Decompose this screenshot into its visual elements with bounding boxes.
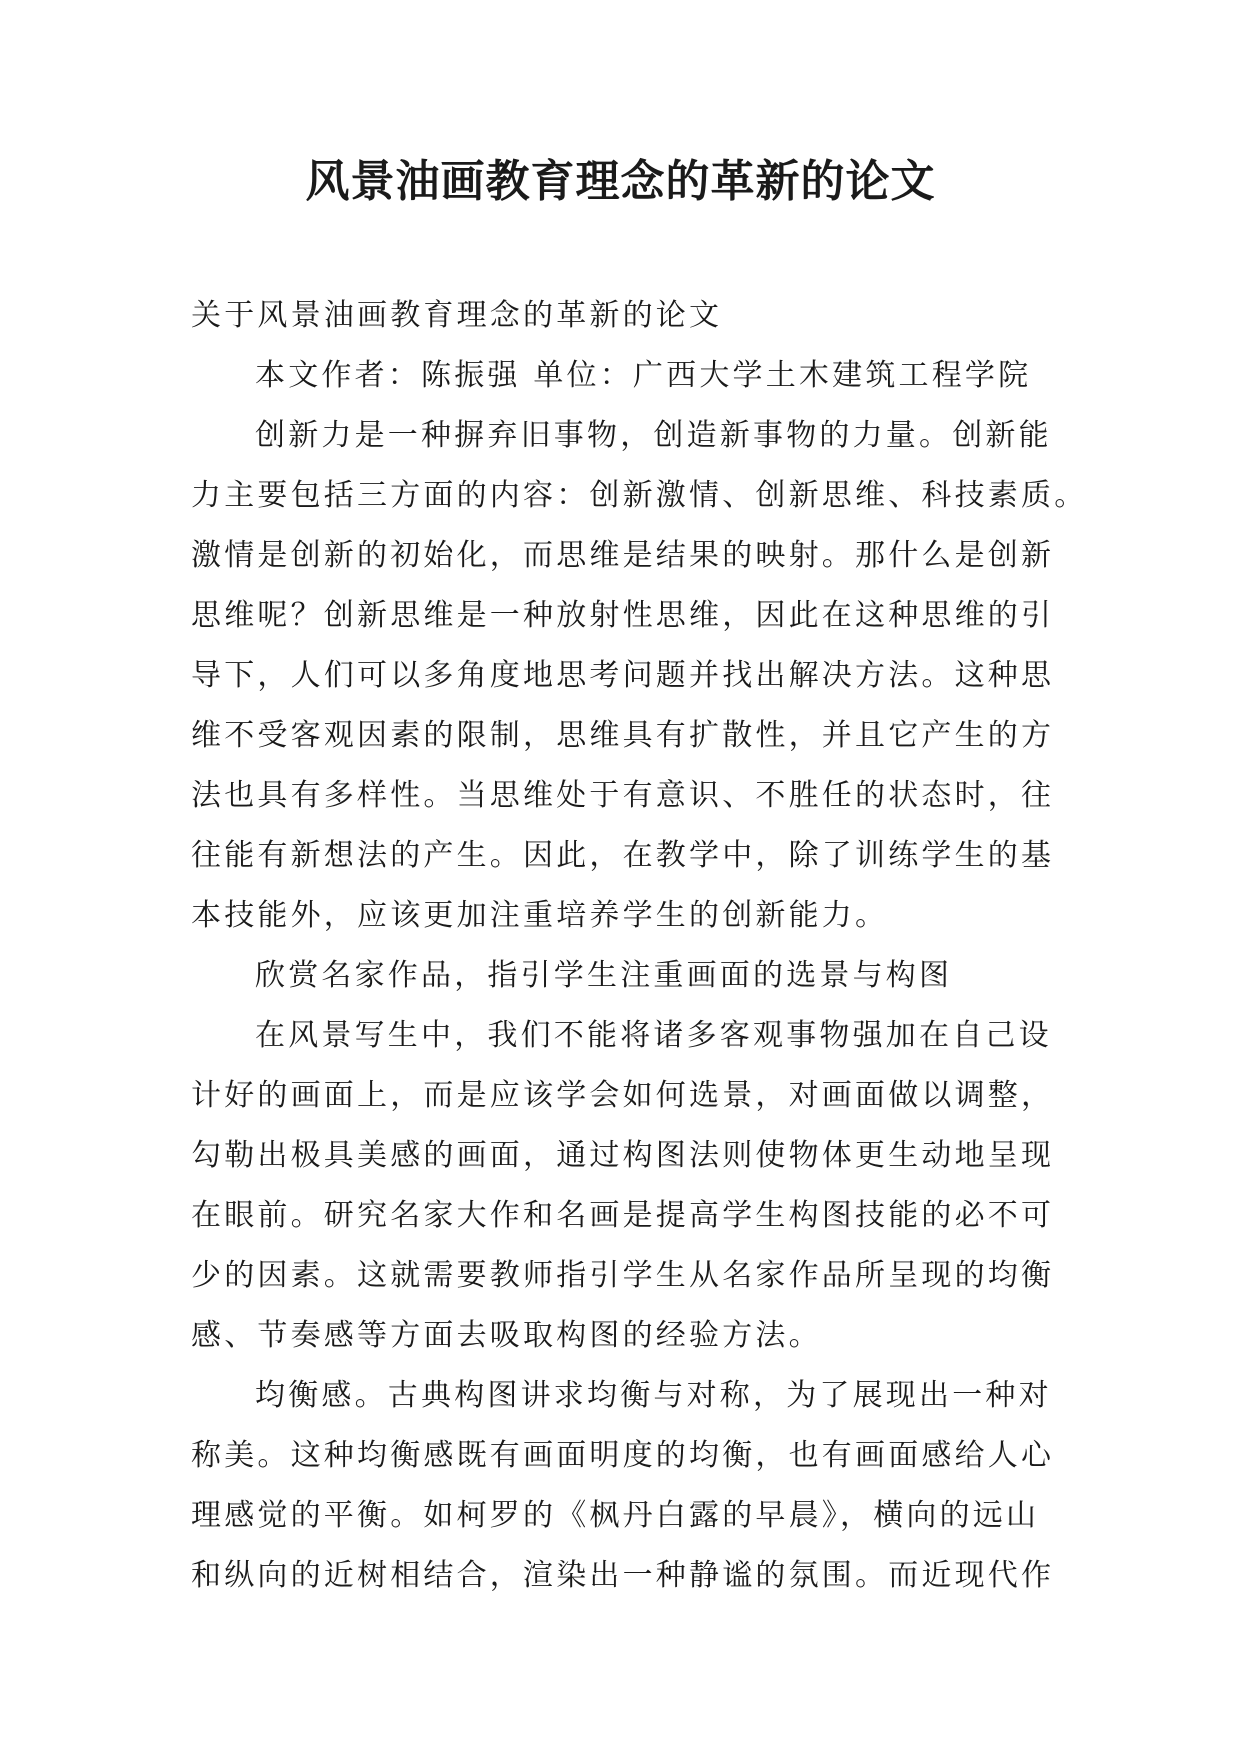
text-line: 感、节奏感等方面去吸取构图的经验方法。 <box>191 1318 822 1353</box>
text-line: 本文作者：陈振强 单位：广西大学土木建筑工程学院 <box>255 358 1032 393</box>
text-line: 称美。这种均衡感既有画面明度的均衡，也有画面感给人心 <box>191 1438 1055 1473</box>
text-line: 理感觉的平衡。如柯罗的《枫丹白露的早晨》，横向的远山 <box>191 1498 1040 1533</box>
text-line: 思维呢？创新思维是一种放射性思维，因此在这种思维的引 <box>191 598 1055 633</box>
text-line: 关于风景油画教育理念的革新的论文 <box>191 298 723 333</box>
text-line: 在眼前。研究名家大作和名画是提高学生构图技能的必不可 <box>191 1198 1055 1233</box>
document-body <box>191 286 1088 1606</box>
text-line: 本技能外，应该更加注重培养学生的创新能力。 <box>191 898 889 933</box>
text-line: 导下，人们可以多角度地思考问题并找出解决方法。这种思 <box>191 658 1055 693</box>
text-line: 和纵向的近树相结合，渲染出一种静谧的氛围。而近现代作 <box>191 1558 1055 1593</box>
text-line: 少的因素。这就需要教师指引学生从名家作品所呈现的均衡 <box>191 1258 1055 1293</box>
document-title: 风景油画教育理念的革新的论文 <box>305 156 936 207</box>
text-line: 力主要包括三方面的内容：创新激情、创新思维、科技素质。 <box>191 478 1088 513</box>
text-line: 勾勒出极具美感的画面，通过构图法则使物体更生动地呈现 <box>191 1138 1055 1173</box>
text-line: 创新力是一种摒弃旧事物，创造新事物的力量。创新能 <box>255 418 1052 453</box>
text-line: 均衡感。古典构图讲求均衡与对称，为了展现出一种对 <box>255 1378 1052 1413</box>
text-line: 计好的画面上，而是应该学会如何选景，对画面做以调整， <box>191 1078 1055 1113</box>
text-line: 往能有新想法的产生。因此，在教学中，除了训练学生的基 <box>191 838 1055 873</box>
text-line: 在风景写生中，我们不能将诸多客观事物强加在自己设 <box>255 1018 1052 1053</box>
text-line: 激情是创新的初始化，而思维是结果的映射。那什么是创新 <box>191 538 1055 573</box>
text-line: 维不受客观因素的限制，思维具有扩散性，并且它产生的方 <box>191 718 1055 753</box>
text-line: 法也具有多样性。当思维处于有意识、不胜任的状态时，往 <box>191 778 1055 813</box>
text-line: 欣赏名家作品，指引学生注重画面的选景与构图 <box>255 958 953 993</box>
